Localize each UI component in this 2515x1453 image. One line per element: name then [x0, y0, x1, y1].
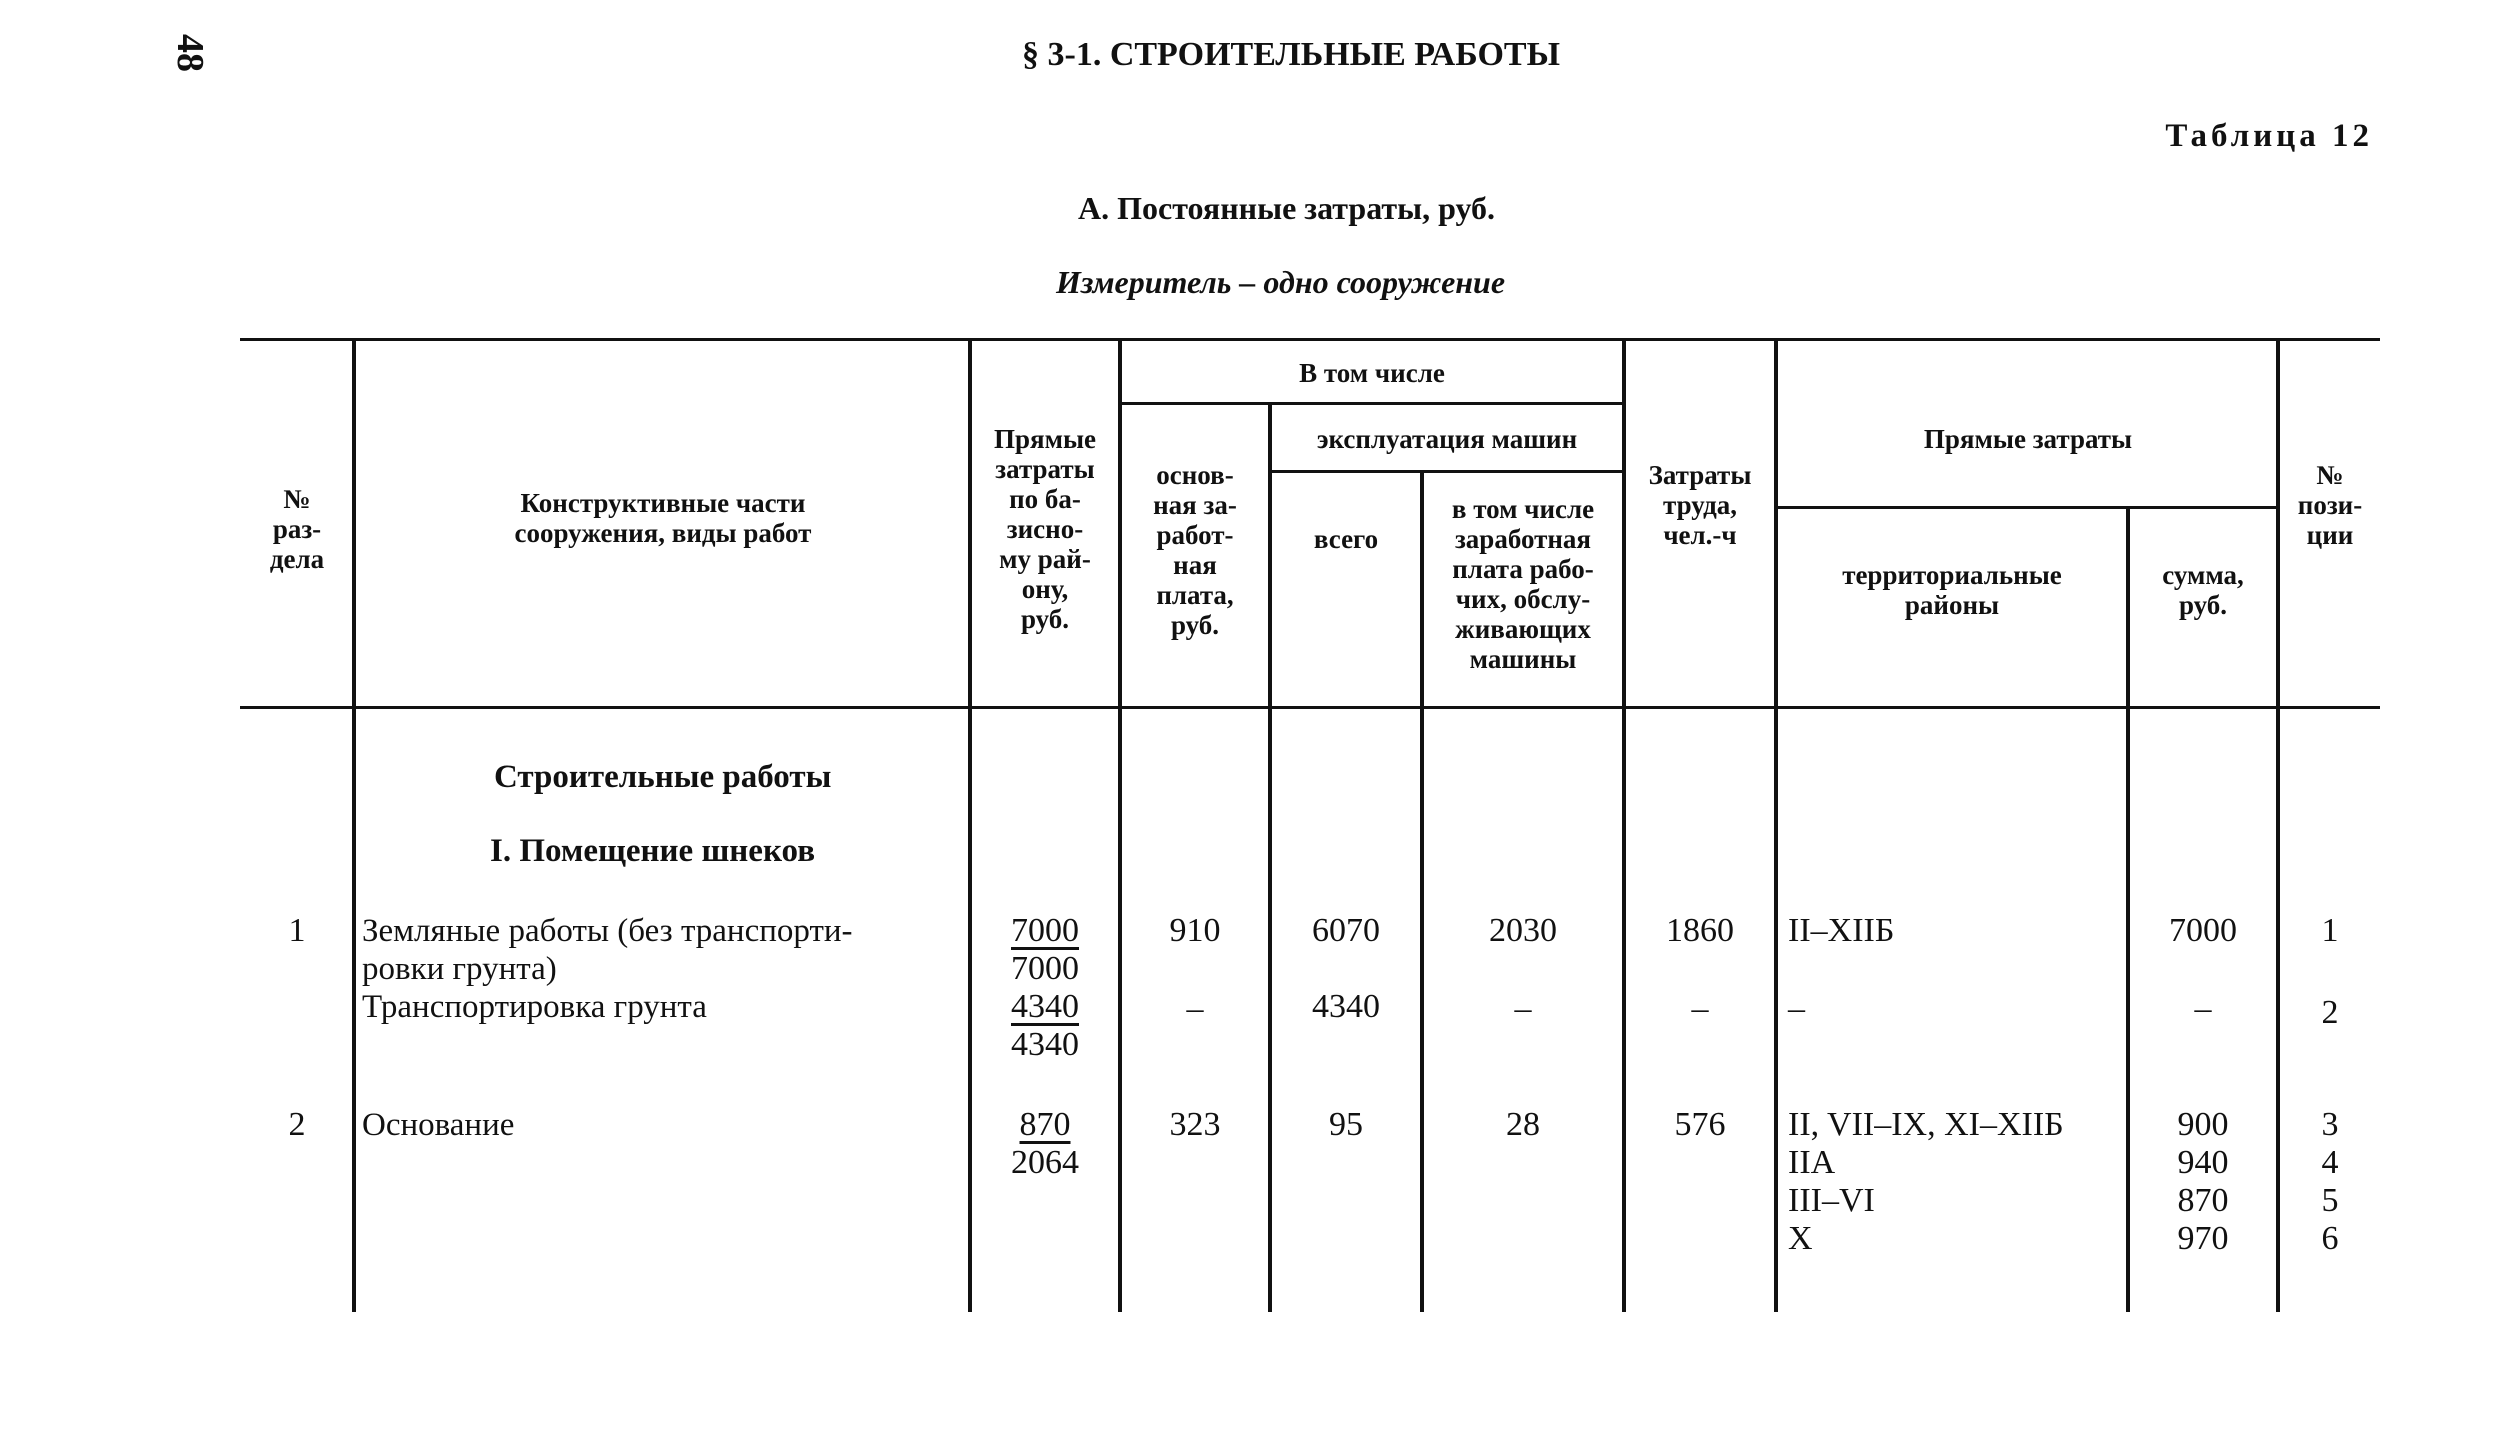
row-work-name: Земляные работы (без транспорти- ровки грунта): [362, 913, 853, 987]
row-position-no: 4: [2321, 1144, 2339, 1181]
row-region: II, VII–IX, XI–XIIБ: [1788, 1106, 2064, 1143]
row-position-no: 2: [2321, 994, 2339, 1031]
row-direct-base: 870 2064: [1011, 1106, 1079, 1181]
header-section-no: № раз- дела: [269, 484, 325, 574]
row-sum: 970: [2177, 1220, 2229, 1257]
including-underline: [1120, 402, 1624, 405]
header-territorial: территориальные районы: [1842, 560, 2062, 620]
col-divider: [352, 338, 356, 1312]
row-machine-total: 4340: [1312, 988, 1380, 1025]
row-work-name: Основание: [362, 1107, 515, 1143]
row-region: X: [1788, 1220, 1813, 1257]
header-parts: Конструктивные части сооружения, виды работ: [514, 488, 812, 548]
row-machine-total: 6070: [1312, 912, 1380, 949]
group-title: Строительные работы: [494, 759, 832, 795]
machine-op-underline: [1270, 470, 1624, 473]
row-position-no: 3: [2321, 1106, 2339, 1143]
row-region: III–VI: [1788, 1182, 1875, 1219]
header-total: всего: [1313, 524, 1379, 554]
row-sum: –: [2194, 990, 2212, 1027]
row-sum: 940: [2177, 1144, 2229, 1181]
row-direct-base: 7000 7000: [1011, 912, 1079, 987]
header-main-wage: основ- ная за- работ- ная плата, руб.: [1153, 460, 1237, 640]
header-incl-wage: в том числе заработная плата рабо- чих, обслу- живающих машины: [1451, 494, 1595, 674]
header-direct-costs: Прямые затраты: [1923, 424, 2133, 454]
row-labor: 576: [1674, 1106, 1726, 1143]
row-sum: 7000: [2169, 912, 2237, 949]
row-machine-wage: 2030: [1489, 912, 1557, 949]
row-sum: 870: [2177, 1182, 2229, 1219]
row-position-no: 5: [2321, 1182, 2339, 1219]
row-machine-wage: –: [1514, 990, 1532, 1027]
row-work-name: Транспортировка грунта: [362, 989, 707, 1025]
header-sum: сумма, руб.: [2162, 560, 2244, 620]
row-main-wage: 910: [1169, 912, 1221, 949]
row-sum: 900: [2177, 1106, 2229, 1143]
row-section-no: 1: [288, 912, 306, 949]
row-machine-total: 95: [1329, 1106, 1363, 1143]
col-divider: [1774, 338, 1778, 1312]
table-label: Таблица 12: [2165, 118, 2373, 154]
measure-unit: Измеритель – одно сооружение: [1056, 264, 1506, 300]
row-main-wage: –: [1186, 990, 1204, 1027]
header-including: В том числе: [1299, 358, 1445, 388]
row-region: II–XIIБ: [1788, 912, 1895, 949]
header-direct-base: Прямые затраты по ба- зисно- му рай- ону, руб.: [993, 424, 1097, 634]
header-labor: Затраты труда, чел.-ч: [1648, 460, 1752, 550]
row-region-list: [1788, 1106, 2064, 1258]
header-position-no: № пози- ции: [2297, 460, 2363, 550]
header-machine-operation: эксплуатация машин: [1316, 424, 1578, 454]
direct-costs-underline: [1778, 506, 2278, 509]
row-direct-base: 4340 4340: [1011, 988, 1079, 1063]
table-top-rule: [240, 338, 2380, 341]
row-section-no: 2: [288, 1106, 306, 1143]
row-position-no: 1: [2321, 912, 2339, 949]
section-title: § 3-1. СТРОИТЕЛЬНЫЕ РАБОТЫ: [1022, 36, 1560, 73]
row-position-no: 6: [2321, 1220, 2339, 1257]
subgroup-title: I. Помещение шнеков: [490, 833, 816, 869]
table-subtitle: А. Постоянные затраты, руб.: [1078, 190, 1496, 226]
row-machine-wage: 28: [1506, 1106, 1540, 1143]
row-labor: –: [1691, 990, 1709, 1027]
page-number: 48: [169, 34, 211, 72]
header-bottom-rule: [240, 706, 2380, 709]
row-main-wage: 323: [1169, 1106, 1221, 1143]
row-position-list: [2280, 1106, 2380, 1258]
row-region: IIА: [1788, 1144, 1836, 1181]
row-labor: 1860: [1666, 912, 1734, 949]
row-region: –: [1788, 990, 1805, 1027]
row-sum-list: [2130, 1106, 2276, 1258]
